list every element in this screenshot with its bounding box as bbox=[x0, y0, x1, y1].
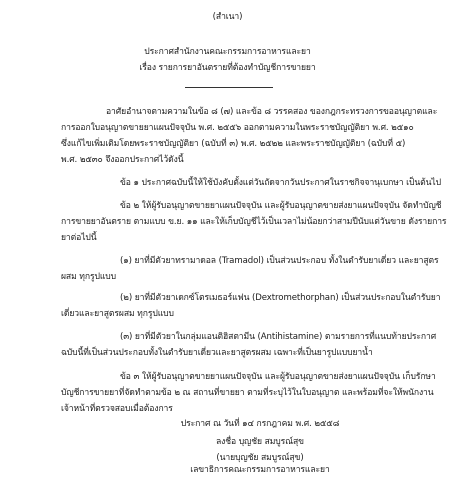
drug-item-3-line: (๓) ยาที่มีตัวยาในกลุ่มแอนติฮิสตามีน (Antihistamine) ตามรายการที่แนบท้ายประกาศ bbox=[120, 332, 437, 342]
announcement-subject: เรื่อง รายการยาอันตรายที่ต้องทำบัญชีการขายยา bbox=[139, 63, 316, 73]
clause-1: ข้อ ๑ ประกาศฉบับนี้ให้ใช้บังคับตั้งแต่วันถัดจากวันประกาศในราชกิจจานุเบกษา เป็นต้นไป bbox=[120, 178, 441, 188]
announcement-title: ประกาศสำนักงานคณะกรรมการอาหารและยา bbox=[144, 47, 311, 57]
preamble-line: อาศัยอำนาจตามความในข้อ ๘ (๗) และข้อ ๘ วรรคสอง ของกฎกระทรวงการขออนุญาตและ bbox=[106, 107, 438, 117]
drug-item-3-line: ฉบับนี้ที่เป็นส่วนประกอบทั้งในตำรับยาเดี่ยวและยาสูตรผสม เฉพาะที่เป็นยารูปแบบยาน้ำ bbox=[61, 348, 373, 358]
clause-2-line: ข้อ ๒ ให้ผู้รับอนุญาตขายยาแผนปัจจุบัน และผู้รับอนุญาตขายส่งยาแผนปัจจุบัน จัดทำบัญชี bbox=[120, 201, 442, 211]
drug-item-1-line: ผสม ทุกรูปแบบ bbox=[61, 272, 116, 282]
signatory-name: (นายบุญชัย สมบูรณ์สุข) bbox=[216, 453, 304, 463]
drug-item-1-line: (๑) ยาที่มีตัวยาทรามาดอล (Tramadol) เป็นส่วนประกอบ ทั้งในตำรับยาเดี่ยว และยาสูตร bbox=[120, 256, 439, 266]
clause-3-line: ข้อ ๓ ให้ผู้รับอนุญาตขายยาแผนปัจจุบัน และผู้รับอนุญาตขายส่งยาแผนปัจจุบัน เก็บรักษา bbox=[120, 372, 436, 382]
clause-3-line: เจ้าหน้าที่ตรวจสอบเมื่อต้องการ bbox=[61, 404, 173, 414]
signature-line: ลงชื่อ บุญชัย สมบูรณ์สุข bbox=[216, 437, 304, 447]
preamble-line: ซึ่งแก้ไขเพิ่มเติมโดยพระราชบัญญัติยา (ฉบับที่ ๓) พ.ศ. ๒๕๒๒ และพระราชบัญญัติยา (ฉบับที่ ๕) bbox=[61, 139, 406, 149]
title-divider bbox=[185, 87, 273, 88]
drug-item-2-line: เดี่ยวและยาสูตรผสม ทุกรูปแบบ bbox=[61, 309, 174, 319]
clause-2-line: การขายยาอันตราย ตามแบบ ข.ย. ๑๑ และให้เก็บบัญชีไว้เป็นเวลาไม่น้อยกว่าสามปีนับแต่วันขาย ดังรายการ bbox=[61, 217, 447, 227]
announcement-date: ประกาศ ณ วันที่ ๑๔ กรกฎาคม พ.ศ. ๒๕๕๘ bbox=[180, 419, 340, 429]
drug-item-2-line: (๒) ยาที่มีตัวยาเดกซ์โตรเมธอร์แฟน (Dextromethorphan) เป็นส่วนประกอบในตำรับยา bbox=[120, 293, 441, 303]
clause-3-line: บัญชีการขายยาที่จัดทำตามข้อ ๒ ณ สถานที่ขายยา ตามที่ระบุไว้ในใบอนุญาต และพร้อมที่จะให้พนักงาน bbox=[61, 388, 434, 398]
copy-mark: (สำเนา) bbox=[212, 12, 243, 22]
clause-2-line: ยาต่อไปนี้ bbox=[61, 233, 97, 243]
signatory-position: เลขาธิการคณะกรรมการอาหารและยา bbox=[190, 465, 330, 475]
preamble-line: พ.ศ. ๒๕๓๐ จึงออกประกาศไว้ดังนี้ bbox=[61, 155, 184, 165]
preamble-line: การออกใบอนุญาตขายยาแผนปัจจุบัน พ.ศ. ๒๕๕๖ ออกตามความในพระราชบัญญัติยา พ.ศ. ๒๕๑๐ bbox=[61, 123, 414, 133]
